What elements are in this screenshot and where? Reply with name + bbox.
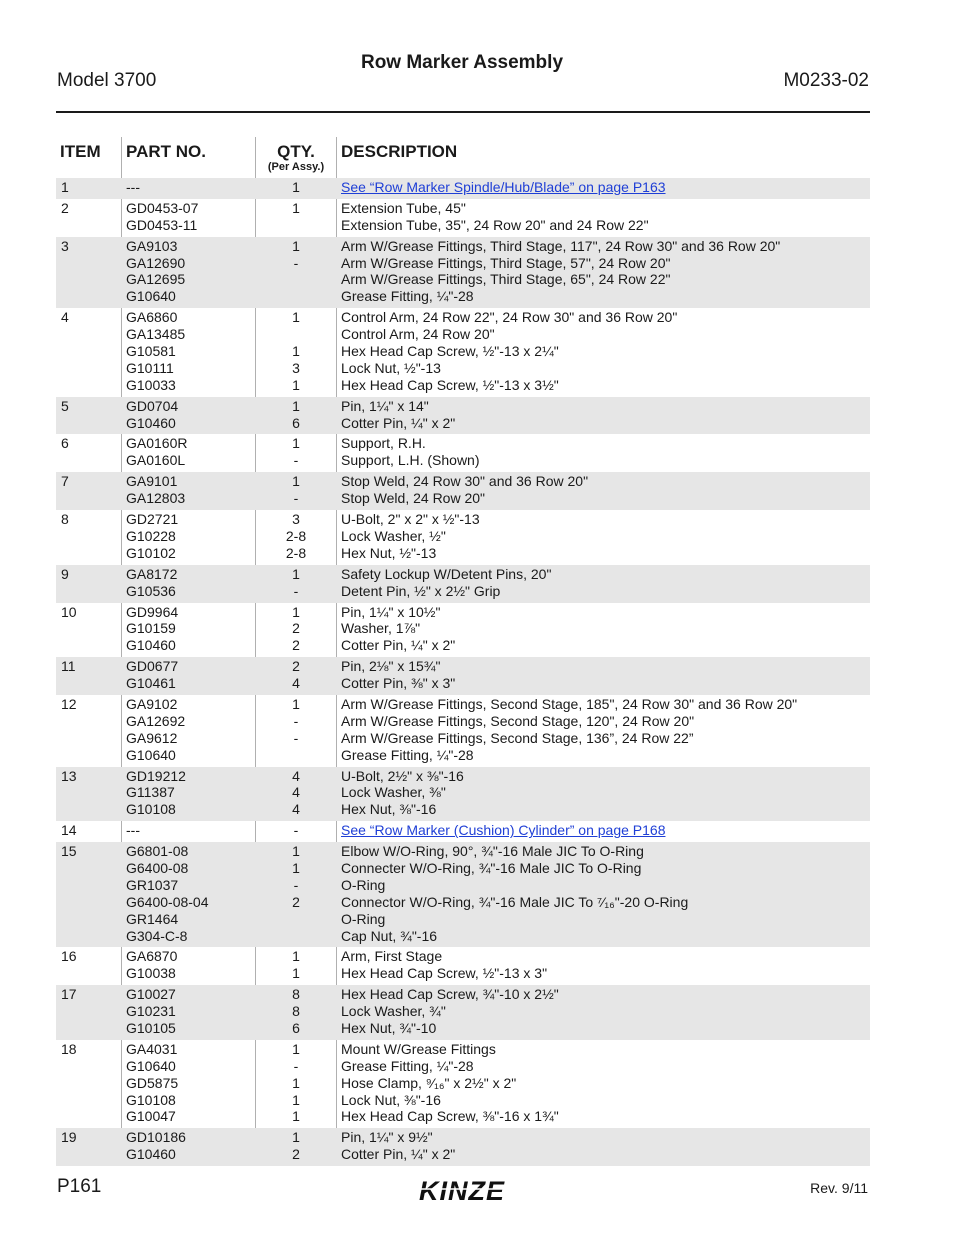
table-row — [56, 237, 870, 309]
description: Stop Weld, 24 Row 20" — [341, 490, 486, 507]
descriptions — [336, 822, 870, 839]
descriptions — [336, 604, 870, 655]
part-number: G10640 — [126, 288, 176, 305]
part-numbers — [126, 179, 256, 196]
quantity: 1 — [292, 435, 300, 452]
part-number: GD19212 — [126, 767, 186, 784]
quantity: 6 — [292, 1020, 300, 1036]
part-number: GD9964 — [126, 603, 179, 620]
descriptions — [336, 200, 870, 234]
descriptions — [336, 768, 870, 819]
part-number: G10461 — [126, 675, 176, 692]
part-number: GA12803 — [126, 490, 186, 507]
quantity: 2 — [292, 658, 300, 675]
description: Hex Head Cap Screw, ¾"-10 x 2½" — [341, 986, 559, 1003]
quantity: 1 — [292, 1108, 300, 1125]
description: Hex Head Cap Screw, ½"-13 x 3" — [341, 965, 548, 982]
table-row — [56, 767, 870, 822]
description: Control Arm, 24 Row 22", 24 Row 30" and 36 Row 20" — [341, 309, 678, 326]
quantity: 1 — [292, 376, 300, 393]
table-row — [56, 434, 870, 472]
description: Lock Washer, ¾" — [341, 1003, 446, 1020]
item-number: 7 — [61, 473, 69, 490]
description: Arm W/Grease Fittings, Second Stage, 136”, 24 Row 22” — [341, 729, 694, 746]
table-row — [56, 1128, 870, 1166]
quantity: 8 — [292, 986, 300, 1003]
quantity: 2-8 — [285, 544, 307, 561]
quantities — [256, 179, 336, 196]
part-number: G10102 — [126, 544, 176, 561]
page-reference-link[interactable]: See “Row Marker (Cushion) Cylinder” on page P168 — [341, 822, 666, 839]
description: Lock Washer, ½" — [341, 527, 446, 544]
description: Hex Head Cap Screw, ⅜"-16 x 1¾" — [341, 1108, 559, 1125]
part-number: G10640 — [126, 1057, 176, 1074]
item-number: 4 — [61, 309, 69, 326]
quantity: 1 — [292, 1129, 300, 1146]
table-row — [56, 695, 870, 767]
part-number: G10027 — [126, 986, 176, 1003]
part-number: GA13485 — [126, 326, 186, 343]
descriptions — [336, 435, 870, 469]
description: Grease Fitting, ¼"-28 — [341, 288, 474, 305]
table-row — [56, 510, 870, 565]
item-number: 18 — [61, 1040, 77, 1057]
quantities — [256, 1129, 336, 1163]
item-number: 5 — [61, 397, 69, 414]
description: Elbow W/O-Ring, 90°, ¾"-16 Male JIC To O-Ring — [341, 843, 644, 860]
quantities — [256, 948, 336, 982]
quantity — [256, 288, 336, 305]
quantity: 1 — [292, 1074, 300, 1091]
part-number: --- — [126, 179, 140, 195]
page-title: Row Marker Assembly — [360, 52, 564, 73]
item-number: 12 — [61, 695, 77, 712]
description: Washer, 1⅞" — [341, 620, 421, 637]
quantity: 1 — [292, 695, 300, 712]
description: Pin, 1¼" x 10½" — [341, 603, 441, 620]
quantities — [256, 658, 336, 692]
description: Lock Nut, ½"-13 — [341, 359, 441, 376]
description: Cap Nut, ¾"-16 — [341, 927, 438, 944]
column-header-qty: QTY. — [277, 142, 315, 161]
description: Cotter Pin, ¼" x 2" — [341, 1146, 456, 1163]
table-row — [56, 397, 870, 435]
part-number: GA8172 — [126, 565, 178, 582]
part-number: G10105 — [126, 1020, 176, 1036]
item-number: 14 — [61, 822, 77, 839]
part-number: GR1464 — [126, 910, 179, 927]
quantity: 1 — [292, 179, 300, 195]
descriptions — [336, 238, 870, 306]
part-number: G10047 — [126, 1108, 176, 1125]
description: Cotter Pin, ¼" x 2" — [341, 637, 456, 654]
quantities — [256, 768, 336, 819]
revision-date: Rev. 9/11 — [810, 1180, 868, 1196]
part-number: GA6860 — [126, 309, 178, 326]
part-number: G6400-08 — [126, 859, 189, 876]
part-numbers — [126, 768, 256, 819]
item-number: 1 — [61, 179, 69, 195]
quantity: 1 — [292, 859, 300, 876]
quantities — [256, 511, 336, 562]
quantities — [256, 843, 336, 944]
quantity: 2 — [292, 637, 300, 654]
description: Hose Clamp, ⁹⁄₁₆" x 2½" x 2" — [341, 1074, 517, 1091]
quantity: 1 — [292, 343, 300, 360]
description: Mount W/Grease Fittings — [341, 1040, 496, 1057]
part-number: GA9101 — [126, 473, 178, 490]
quantity: 1 — [292, 473, 300, 490]
item-number: 13 — [61, 767, 77, 784]
table-row — [56, 178, 870, 199]
quantity: - — [293, 582, 299, 599]
description: Connecter W/O-Ring, ¾"-16 Male JIC To O-Ring — [341, 859, 642, 876]
part-number: GD0677 — [126, 658, 179, 675]
descriptions — [336, 398, 870, 432]
quantity: 4 — [292, 784, 300, 801]
quantity — [256, 271, 336, 288]
part-number: G10108 — [126, 1091, 176, 1108]
table-row — [56, 1040, 870, 1128]
quantity: 3 — [292, 511, 300, 528]
quantity: 1 — [292, 565, 300, 582]
part-numbers — [126, 473, 256, 507]
part-number: G6400-08-04 — [126, 893, 209, 910]
parts-table — [56, 178, 870, 1166]
quantity — [256, 928, 336, 945]
quantity: 1 — [292, 1091, 300, 1108]
quantity: 3 — [292, 359, 300, 376]
quantity: - — [293, 876, 299, 893]
quantities — [256, 398, 336, 432]
description: Extension Tube, 35", 24 Row 20" and 24 Row 22" — [341, 216, 649, 233]
quantity: - — [293, 254, 299, 271]
part-numbers — [126, 238, 256, 306]
part-numbers — [126, 604, 256, 655]
part-numbers — [126, 511, 256, 562]
part-number: G10460 — [126, 1146, 176, 1163]
part-number: GA9612 — [126, 729, 178, 746]
item-number: 3 — [61, 237, 69, 254]
part-number: GA6870 — [126, 948, 178, 965]
description: Arm W/Grease Fittings, Third Stage, 57", 24 Row 20" — [341, 254, 671, 271]
model-name: Model 3700 — [57, 70, 157, 91]
description: Hex Nut, ½"-13 — [341, 544, 437, 561]
part-numbers — [126, 1129, 256, 1163]
part-number: G10038 — [126, 965, 176, 982]
quantity: - — [293, 729, 299, 746]
description: Detent Pin, ½" x 2½" Grip — [341, 582, 501, 599]
table-row — [56, 985, 870, 1040]
quantity: - — [293, 490, 299, 507]
part-number: G10460 — [126, 414, 176, 431]
part-numbers — [126, 986, 256, 1037]
description: Support, L.H. (Shown) — [341, 452, 480, 469]
part-number: G10460 — [126, 637, 176, 654]
description: Arm W/Grease Fittings, Third Stage, 117", 24 Row 30" and 36 Row 20" — [341, 237, 781, 254]
table-row — [56, 308, 870, 396]
description: U-Bolt, 2" x 2" x ½"-13 — [341, 511, 480, 528]
table-row — [56, 657, 870, 695]
quantity: 1 — [292, 199, 300, 216]
part-numbers — [126, 309, 256, 393]
description: Hex Nut, ⅜"-16 — [341, 801, 437, 818]
item-number: 15 — [61, 843, 77, 860]
quantity: 2 — [292, 893, 300, 910]
quantity: - — [293, 452, 299, 469]
table-row — [56, 821, 870, 842]
descriptions — [336, 948, 870, 982]
part-numbers — [126, 398, 256, 432]
part-number: GA0160L — [126, 452, 186, 469]
part-number: G10033 — [126, 376, 176, 393]
quantity — [256, 747, 336, 764]
description: Arm, First Stage — [341, 948, 443, 965]
item-number: 8 — [61, 511, 69, 528]
part-number: G10159 — [126, 620, 176, 637]
kinze-logo — [402, 1176, 522, 1206]
descriptions — [336, 843, 870, 944]
description: Stop Weld, 24 Row 30" and 36 Row 20" — [341, 473, 589, 490]
part-number: G11387 — [126, 784, 175, 801]
descriptions — [336, 511, 870, 562]
description: Hex Nut, ¾"-10 — [341, 1020, 437, 1036]
quantity: 1 — [292, 1040, 300, 1057]
quantities — [256, 696, 336, 764]
part-number: G10231 — [126, 1003, 176, 1020]
item-number: 9 — [61, 565, 69, 582]
description: Lock Nut, ⅜"-16 — [341, 1091, 441, 1108]
quantity: 1 — [292, 603, 300, 620]
part-numbers — [126, 658, 256, 692]
quantity: - — [293, 712, 299, 729]
part-number: G304-C-8 — [126, 927, 188, 944]
descriptions — [336, 566, 870, 600]
quantities — [256, 238, 336, 306]
item-number: 6 — [61, 435, 69, 452]
description: Hex Head Cap Screw, ½"-13 x 3½" — [341, 376, 559, 393]
description: Grease Fitting, ¼"-28 — [341, 1057, 474, 1074]
part-number: GA0160R — [126, 435, 188, 452]
quantity — [256, 217, 336, 234]
description: Grease Fitting, ¼"-28 — [341, 746, 474, 763]
description: Pin, 1¼" x 14" — [341, 397, 429, 414]
description: Arm W/Grease Fittings, Third Stage, 65", 24 Row 22" — [341, 271, 671, 288]
part-number: G10581 — [126, 343, 176, 360]
table-row — [56, 472, 870, 510]
part-number: G6801-08 — [126, 843, 189, 860]
part-number: G10108 — [126, 801, 176, 818]
description: Arm W/Grease Fittings, Second Stage, 120", 24 Row 20" — [341, 712, 695, 729]
part-number: GD0704 — [126, 397, 179, 414]
quantities — [256, 604, 336, 655]
quantity: 1 — [292, 397, 300, 414]
header-divider — [56, 111, 870, 113]
part-numbers — [126, 843, 256, 944]
document-number: M0233-02 — [783, 70, 869, 91]
quantities — [256, 309, 336, 393]
part-numbers — [126, 948, 256, 982]
description: Cotter Pin, ⅜" x 3" — [341, 675, 456, 692]
table-row — [56, 947, 870, 985]
description: Arm W/Grease Fittings, Second Stage, 185", 24 Row 30" and 36 Row 20" — [341, 695, 798, 712]
descriptions — [336, 1129, 870, 1163]
quantity: 1 — [292, 948, 300, 965]
quantity: - — [293, 1057, 299, 1074]
part-number: GA9103 — [126, 237, 178, 254]
part-number: GD5875 — [126, 1074, 179, 1091]
page-reference-link[interactable]: See “Row Marker Spindle/Hub/Blade” on page P163 — [341, 179, 666, 195]
item-number: 10 — [61, 603, 77, 620]
description: Safety Lockup W/Detent Pins, 20" — [341, 565, 552, 582]
descriptions — [336, 309, 870, 393]
quantity: 8 — [292, 1003, 300, 1020]
part-numbers — [126, 566, 256, 600]
quantity: 2-8 — [285, 527, 307, 544]
quantities — [256, 473, 336, 507]
item-number: 2 — [61, 199, 69, 216]
quantity: 2 — [292, 1146, 300, 1163]
quantity: 4 — [292, 801, 300, 818]
part-number: G10536 — [126, 582, 176, 599]
item-number: 19 — [61, 1129, 77, 1146]
descriptions — [336, 473, 870, 507]
part-number: GD10186 — [126, 1129, 186, 1146]
part-numbers — [126, 822, 256, 839]
quantities — [256, 1041, 336, 1125]
part-number: GA4031 — [126, 1040, 178, 1057]
description: Connector W/O-Ring, ¾"-16 Male JIC To ⁷⁄₁₆"-20 O-Ring — [341, 893, 689, 910]
quantity: 4 — [292, 767, 300, 784]
part-number: GA9102 — [126, 695, 178, 712]
quantities — [256, 200, 336, 234]
part-number: G10111 — [126, 359, 174, 376]
kinze-logo-text: KINZE — [419, 1176, 505, 1206]
description: Cotter Pin, ¼" x 2" — [341, 414, 456, 431]
table-row — [56, 603, 870, 658]
quantities — [256, 822, 336, 839]
quantity — [256, 326, 336, 343]
quantity: 1 — [292, 843, 300, 860]
table-row — [56, 565, 870, 603]
page-number: P161 — [57, 1176, 102, 1197]
description: Hex Head Cap Screw, ½"-13 x 2¼" — [341, 343, 559, 360]
quantities — [256, 986, 336, 1037]
table-row — [56, 199, 870, 237]
description: U-Bolt, 2½" x ⅜"-16 — [341, 767, 464, 784]
description: O-Ring — [341, 910, 386, 927]
part-number: --- — [126, 822, 140, 839]
part-numbers — [126, 696, 256, 764]
item-number: 17 — [61, 986, 77, 1003]
part-numbers — [126, 435, 256, 469]
quantity: 6 — [292, 414, 300, 431]
descriptions — [336, 986, 870, 1037]
descriptions — [336, 658, 870, 692]
column-header-part-no: PART NO. — [126, 142, 206, 161]
description: Lock Washer, ⅜" — [341, 784, 446, 801]
part-number: GD0453-07 — [126, 199, 199, 216]
table-row — [56, 842, 870, 947]
part-number: GD2721 — [126, 511, 179, 528]
description: Control Arm, 24 Row 20" — [341, 326, 495, 343]
descriptions — [336, 696, 870, 764]
part-number: GA12690 — [126, 254, 186, 271]
quantity: 4 — [292, 675, 300, 692]
descriptions — [336, 1041, 870, 1125]
descriptions — [336, 179, 870, 196]
description: Extension Tube, 45" — [341, 199, 466, 216]
quantities — [256, 435, 336, 469]
part-number: GA12692 — [126, 712, 186, 729]
quantity: 1 — [292, 309, 300, 326]
part-number: GA12695 — [126, 271, 186, 288]
quantities — [256, 566, 336, 600]
column-header-item: ITEM — [60, 142, 101, 161]
part-number: G10640 — [126, 746, 176, 763]
quantity: 2 — [292, 620, 300, 637]
part-number: GD0453-11 — [126, 216, 198, 233]
quantity — [256, 911, 336, 928]
description: Pin, 1¼" x 9½" — [341, 1129, 433, 1146]
description: Support, R.H. — [341, 435, 426, 452]
item-number: 11 — [61, 658, 76, 675]
description: Pin, 2⅛" x 15¾" — [341, 658, 441, 675]
quantity: - — [293, 822, 299, 839]
column-header-qty-sub: (Per Assy.) — [267, 161, 325, 173]
quantity: 1 — [292, 965, 300, 982]
description: O-Ring — [341, 876, 386, 893]
part-number: G10228 — [126, 527, 176, 544]
part-numbers — [126, 200, 256, 234]
item-number: 16 — [61, 948, 77, 965]
part-number: GR1037 — [126, 876, 179, 893]
quantity: 1 — [292, 237, 300, 254]
part-numbers — [126, 1041, 256, 1125]
column-header-description: DESCRIPTION — [341, 142, 458, 161]
